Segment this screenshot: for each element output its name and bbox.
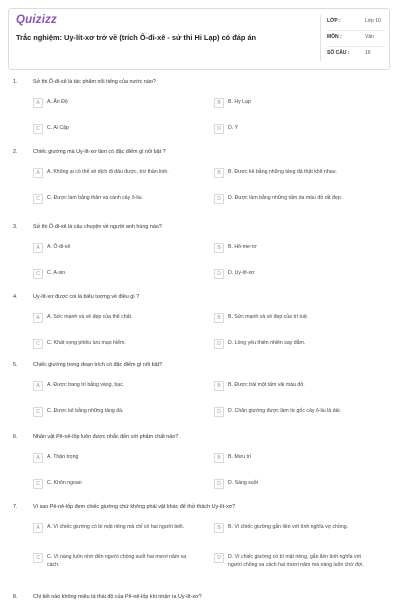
question-1 xyxy=(0,79,400,149)
option-c[interactable] xyxy=(33,553,203,575)
question-number: 8. xyxy=(13,594,18,600)
option-text: D. Ý xyxy=(228,125,239,131)
option-b[interactable] xyxy=(214,453,384,475)
option-text: C. Khát vọng phiêu lưu mạo hiểm. xyxy=(47,340,126,346)
question-text: Chiếc giường trong đoạn trích có đặc điểm gì nổi bật? xyxy=(33,362,163,368)
option-letter-box: D xyxy=(214,194,224,204)
option-b[interactable] xyxy=(214,98,384,120)
option-text: A. Ấn Độ xyxy=(47,99,68,105)
option-c[interactable] xyxy=(33,479,203,501)
option-text: C. Được kê bằng những tảng đá. xyxy=(47,408,124,414)
option-letter-box: B xyxy=(214,381,224,391)
option-text: D. Lòng yêu thiên nhiên say đắm. xyxy=(228,340,306,346)
question-number: 1. xyxy=(13,79,18,85)
option-text: A. Ô-đi-xê xyxy=(47,244,71,250)
question-text: Sử thi Ô-đi-xê là câu chuyện về người anh hùng nào? xyxy=(33,224,162,230)
meta-label-count: SỐ CÂU : xyxy=(327,50,350,56)
question-number: 2. xyxy=(13,149,18,155)
option-letter-box: A xyxy=(33,313,43,323)
option-letter-box: A xyxy=(33,453,43,463)
question-number: 3. xyxy=(13,224,18,230)
option-text: B. Hô-me-rơ xyxy=(228,244,257,250)
option-b[interactable] xyxy=(214,313,384,335)
meta-value-count: 16 xyxy=(365,50,371,56)
option-text: B. Được kê bằng những tảng đá thật khít nhau. xyxy=(228,169,337,175)
option-b[interactable] xyxy=(214,168,384,190)
option-a[interactable] xyxy=(33,453,203,475)
option-letter-box: D xyxy=(214,479,224,489)
option-letter-box: B xyxy=(214,168,224,178)
option-c[interactable] xyxy=(33,407,203,429)
option-a[interactable] xyxy=(33,313,203,335)
option-d[interactable] xyxy=(214,553,384,575)
document-header xyxy=(8,8,390,70)
option-c[interactable] xyxy=(33,339,203,361)
option-text: A. Được trang trí bằng vàng, bạc. xyxy=(47,382,125,388)
option-letter-box: C xyxy=(33,124,43,134)
option-text: A. Sức mạnh và vẻ đẹp của thể chất. xyxy=(47,314,133,320)
option-text: B. Mưu trí xyxy=(228,454,252,460)
option-text: D. Uy-lít-xơ xyxy=(228,270,255,276)
option-letter-box: D xyxy=(214,339,224,349)
option-text: A. Vì chiếc giường có bí mật riêng mà chỉ có hai người biết. xyxy=(47,524,185,530)
question-number: 4. xyxy=(13,294,18,300)
option-c[interactable] xyxy=(33,269,203,291)
option-text: D. Được làm bằng những tấm da màu đỏ rất đẹp. xyxy=(228,195,343,201)
option-text: C. Ai Cập xyxy=(47,125,69,131)
option-letter-box: B xyxy=(214,98,224,108)
question-number: 5. xyxy=(13,362,18,368)
option-text: B. Vì chiếc giường gắn liền với tình nghĩa vợ chồng. xyxy=(228,524,349,530)
question-7 xyxy=(0,504,400,574)
question-2 xyxy=(0,149,400,219)
question-list xyxy=(0,72,400,600)
option-c[interactable] xyxy=(33,194,203,216)
meta-label-subject: MÔN : xyxy=(327,34,342,40)
option-text: B. Hy Lạp xyxy=(228,99,251,105)
option-letter-box: B xyxy=(214,243,224,253)
meta-value-subject: Văn xyxy=(365,34,374,40)
option-a[interactable] xyxy=(33,381,203,403)
option-letter-box: D xyxy=(214,553,224,563)
option-d[interactable] xyxy=(214,124,384,146)
option-text: A. Thận trọng xyxy=(47,454,79,460)
question-8 xyxy=(0,594,400,600)
option-letter-box: C xyxy=(33,269,43,279)
option-letter-box: C xyxy=(33,553,43,563)
option-a[interactable] xyxy=(33,523,203,545)
question-text: Vì sao Pê-nê-lốp đem chiếc giường chứ không phải vật khác để thử thách Uy-lít-xơ? xyxy=(33,504,236,510)
option-a[interactable] xyxy=(33,98,203,120)
option-letter-box: C xyxy=(33,407,43,417)
option-letter-box: D xyxy=(214,269,224,279)
option-letter-box: D xyxy=(214,407,224,417)
question-4 xyxy=(0,294,400,364)
option-letter-box: A xyxy=(33,243,43,253)
question-text: Sử thi Ô-đi-xê là tác phẩm nổi tiếng của nước nào? xyxy=(33,79,156,85)
meta-row-count xyxy=(327,47,385,62)
meta-label-class: LỚP : xyxy=(327,18,341,24)
option-letter-box: B xyxy=(214,453,224,463)
option-text: C. A-sin xyxy=(47,270,66,276)
option-b[interactable] xyxy=(214,243,384,265)
header-divider xyxy=(320,15,321,61)
option-d[interactable] xyxy=(214,194,384,216)
question-3 xyxy=(0,224,400,294)
question-text: Chi tiết nào không miêu tả thái độ của Pê-nê-lốp khi nhận ra Uy-lít-xơ? xyxy=(33,594,202,600)
option-text: C. Được làm bằng thân và cành cây ô-liu. xyxy=(47,195,143,201)
meta-row-class xyxy=(327,15,385,31)
option-d[interactable] xyxy=(214,479,384,501)
option-text: B. Được trải một tấm vải màu đỏ. xyxy=(228,382,305,388)
option-letter-box: C xyxy=(33,339,43,349)
option-text: D. Sáng suốt xyxy=(228,480,258,486)
question-number: 6. xyxy=(13,434,18,440)
option-letter-box: A xyxy=(33,381,43,391)
option-a[interactable] xyxy=(33,243,203,265)
question-text: Chiếc giường mà Uy-lít-xơ làm có đặc điểm gì nổi bật ? xyxy=(33,149,166,155)
option-letter-box: D xyxy=(214,124,224,134)
option-d[interactable] xyxy=(214,407,384,429)
option-d[interactable] xyxy=(214,339,384,361)
option-text: D. Vì chiếc giường có bí mật riêng, gắn liền tình nghĩa với người chồng xa cách hai mươi năm mà nàng luôn chờ đợi. xyxy=(228,554,364,568)
question-number: 7. xyxy=(13,504,18,510)
question-5 xyxy=(0,362,400,432)
option-text: D. Chân giường được làm từ gốc cây ô-liu lá dài. xyxy=(228,408,341,414)
option-text: A. Không ai có thể xê dịch đi đâu được, trừ thần linh. xyxy=(47,169,169,175)
option-a[interactable] xyxy=(33,168,203,190)
quiz-meta xyxy=(327,15,385,62)
option-letter-box: B xyxy=(214,523,224,533)
option-letter-box: B xyxy=(214,313,224,323)
option-text: C. Vì nàng luôn nhớ đến người chồng suốt hai mươi năm xa cách. xyxy=(47,554,187,568)
question-6 xyxy=(0,434,400,504)
option-text: C. Khôn ngoan xyxy=(47,480,82,486)
question-text: Uy-lít-xơ được coi là biểu tượng về điều gì ? xyxy=(33,294,140,300)
option-letter-box: A xyxy=(33,523,43,533)
option-b[interactable] xyxy=(214,523,384,545)
question-text: Nhân vật Pê-nê-lốp luôn được nhắc đến với phẩm chất nào? xyxy=(33,434,179,440)
page-title: Trắc nghiệm: Uy-lít-xơ trở về (trích Ô-đi-xê - sử thi Hi Lạp) có đáp án xyxy=(16,33,257,42)
meta-value-class: Lớp 10 xyxy=(365,18,381,24)
option-d[interactable] xyxy=(214,269,384,291)
option-b[interactable] xyxy=(214,381,384,403)
option-letter-box: C xyxy=(33,479,43,489)
option-text: B. Sức mạnh và vẻ đẹp của trí tuệ. xyxy=(228,314,309,320)
meta-row-subject xyxy=(327,31,385,47)
option-c[interactable] xyxy=(33,124,203,146)
quizizz-logo[interactable]: Quizizz xyxy=(16,14,58,26)
option-letter-box: C xyxy=(33,194,43,204)
option-letter-box: A xyxy=(33,168,43,178)
option-letter-box: A xyxy=(33,98,43,108)
